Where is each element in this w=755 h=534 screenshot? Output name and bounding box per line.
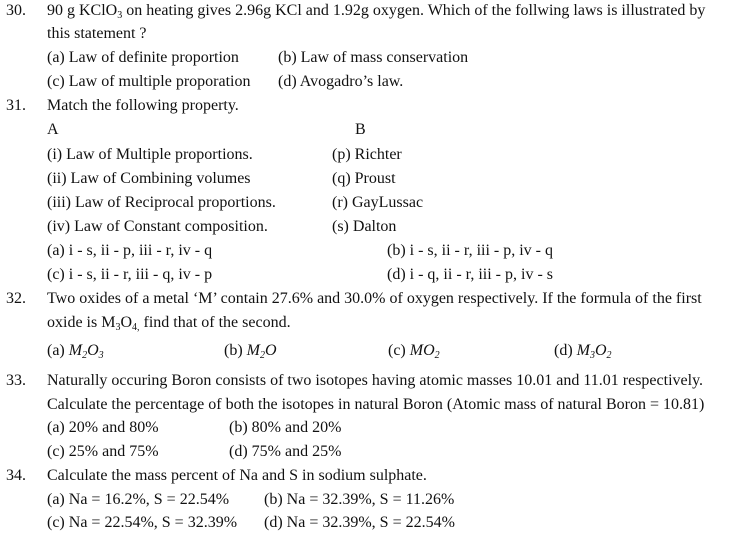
- option-b[interactable]: (b) Law of mass conservation: [278, 49, 469, 66]
- question-number: 33.: [6, 372, 26, 389]
- option-b[interactable]: (b) $M_2O$: [224, 342, 277, 361]
- column-a-header: A: [47, 121, 59, 138]
- option-b[interactable]: (b) i - s, ii - r, iii - p, iv - q: [387, 242, 553, 259]
- column-b-item: (p) Richter: [332, 146, 402, 163]
- option-d[interactable]: (d) 75% and 25%: [229, 443, 342, 460]
- column-a-item: (iv) Law of Constant composition.: [47, 218, 268, 235]
- option-c[interactable]: (c) Law of multiple proporation: [47, 73, 251, 90]
- option-a[interactable]: (a) Law of definite proportion: [47, 49, 239, 66]
- option-c[interactable]: (c) $MO_2$: [388, 342, 440, 361]
- column-a-item: (iii) Law of Reciprocal proportions.: [47, 194, 276, 211]
- option-b[interactable]: (b) 80% and 20%: [229, 419, 342, 436]
- column-a-item: (i) Law of Multiple proportions.: [47, 146, 253, 163]
- option-d[interactable]: (d) Avogadro’s law.: [278, 73, 404, 90]
- column-b-item: (r) GayLussac: [332, 194, 424, 211]
- question-stem-line2: oxide is $M_3O_{4,}$ find that of the second.: [47, 314, 291, 333]
- column-b-item: (q) Proust: [332, 170, 396, 187]
- question-stem-line1: Two oxides of a metal ‘M’ contain 27.6% and 30.0% of oxygen respectively. If the formula of the first: [47, 290, 702, 307]
- option-d[interactable]: (d) Na = 32.39%, S = 22.54%: [264, 514, 455, 531]
- question-stem: Calculate the mass percent of Na and S in sodium sulphate.: [47, 467, 427, 484]
- option-a[interactable]: (a) $M_2O_3$: [47, 342, 104, 361]
- question-stem-line1: 90 g KClO$_3$ on heating gives 2.96g KCl and 1.92g oxygen. Which of the follwing laws is illustrated by: [47, 2, 706, 21]
- question-stem: Match the following property.: [47, 97, 239, 114]
- question-stem-line2: Calculate the percentage of both the isotopes in natural Boron (Atomic mass of natural Boron = 10.81): [47, 396, 705, 413]
- option-d[interactable]: (d) $M_3O_2$: [554, 342, 612, 361]
- question-number: 31.: [6, 97, 26, 114]
- option-a[interactable]: (a) i - s, ii - p, iii - r, iv - q: [47, 242, 213, 259]
- option-b[interactable]: (b) Na = 32.39%, S = 11.26%: [264, 491, 455, 508]
- question-number: 34.: [6, 467, 26, 484]
- option-c[interactable]: (c) i - s, ii - r, iii - q, iv - p: [47, 266, 213, 283]
- question-number: 32.: [6, 290, 26, 307]
- option-a[interactable]: (a) 20% and 80%: [47, 419, 159, 436]
- column-b-item: (s) Dalton: [332, 218, 397, 235]
- option-a[interactable]: (a) Na = 16.2%, S = 22.54%: [47, 491, 230, 508]
- option-c[interactable]: (c) Na = 22.54%, S = 32.39%: [47, 514, 238, 531]
- option-d[interactable]: (d) i - q, ii - r, iii - p, iv - s: [387, 266, 553, 283]
- column-a-item: (ii) Law of Combining volumes: [47, 170, 251, 187]
- question-stem-line1: Naturally occuring Boron consists of two isotopes having atomic masses 10.01 and 11.01 respectively.: [47, 372, 704, 389]
- column-b-header: B: [355, 121, 366, 138]
- option-c[interactable]: (c) 25% and 75%: [47, 443, 159, 460]
- question-stem-line2: this statement ?: [47, 25, 147, 42]
- question-number: 30.: [6, 2, 26, 19]
